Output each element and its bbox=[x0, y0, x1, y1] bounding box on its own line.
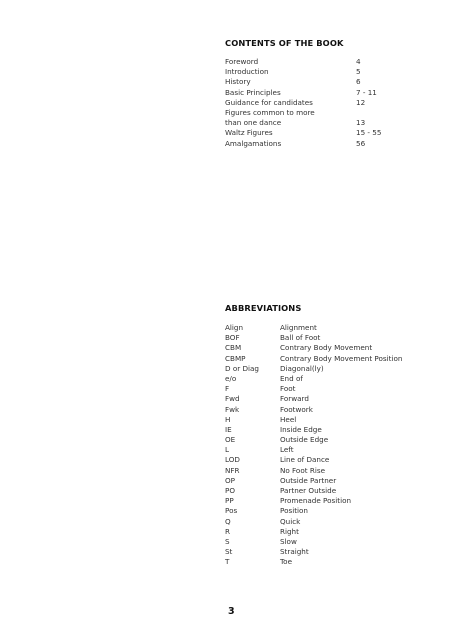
abbreviation-entry bbox=[225, 323, 425, 333]
contents-entry-label: Introduction bbox=[225, 67, 269, 77]
abbreviation-term: NFR bbox=[225, 465, 240, 475]
abbreviation-entry bbox=[225, 486, 425, 496]
abbreviation-term: PO bbox=[225, 486, 235, 495]
abbreviation-meaning: Position bbox=[280, 506, 308, 516]
contents-entry-label: Amalgamations bbox=[225, 138, 282, 148]
abbreviation-entry bbox=[225, 343, 425, 353]
abbreviation-meaning: No Foot Rise bbox=[280, 465, 325, 475]
abbreviation-meaning: Heel bbox=[280, 414, 297, 424]
abbreviation-entry bbox=[225, 394, 425, 404]
contents-entry bbox=[225, 118, 415, 128]
contents-entry-page: 7 - 11 bbox=[356, 87, 377, 97]
contents-entry-page: 13 bbox=[356, 118, 366, 128]
abbreviation-term: CBM bbox=[225, 343, 242, 353]
abbreviation-entry bbox=[225, 476, 425, 486]
abbreviation-term: Fwd bbox=[225, 394, 240, 404]
contents-entry bbox=[225, 128, 415, 138]
abbreviation-term: S bbox=[225, 536, 230, 546]
contents-entry bbox=[225, 108, 415, 118]
contents-entry-page: 56 bbox=[356, 138, 366, 148]
abbreviation-entry bbox=[225, 455, 425, 465]
contents-entry bbox=[225, 139, 415, 149]
abbreviation-term: OP bbox=[225, 475, 235, 485]
abbreviation-meaning: Quick bbox=[280, 516, 301, 526]
contents-entry bbox=[225, 77, 415, 87]
contents-heading: CONTENTS OF THE BOOK bbox=[225, 38, 344, 48]
abbreviation-meaning: Promenade Position bbox=[280, 496, 352, 506]
abbreviation-entry bbox=[225, 506, 425, 516]
abbreviation-meaning: Diagonal(ly) bbox=[280, 363, 324, 373]
abbreviation-term: L bbox=[225, 445, 230, 455]
abbreviation-term: T bbox=[225, 557, 230, 567]
abbreviation-meaning: Footwork bbox=[280, 404, 313, 414]
contents-entry bbox=[225, 67, 415, 77]
abbreviation-entry bbox=[225, 415, 425, 425]
abbreviation-meaning: Line of Dance bbox=[280, 455, 330, 465]
abbreviation-meaning: Forward bbox=[280, 394, 309, 404]
abbreviation-term: CBMP bbox=[225, 353, 246, 363]
abbreviation-entry bbox=[225, 557, 425, 567]
abbreviation-meaning: Toe bbox=[280, 557, 292, 567]
abbreviation-meaning: Straight bbox=[280, 547, 309, 557]
abbreviation-meaning: Contrary Body Movement Position bbox=[280, 353, 403, 363]
abbreviation-entry bbox=[225, 435, 425, 445]
abbreviation-entry bbox=[225, 364, 425, 374]
contents-entry bbox=[225, 57, 415, 67]
contents-entry-label: Waltz Figures bbox=[225, 128, 273, 138]
contents-entry-label: Guidance for candidates bbox=[225, 97, 313, 107]
contents-entry bbox=[225, 88, 415, 98]
abbreviation-entry bbox=[225, 537, 425, 547]
abbreviation-term: H bbox=[225, 414, 231, 424]
abbreviation-meaning: Alignment bbox=[280, 323, 317, 332]
contents-entry-page: 12 bbox=[356, 97, 366, 107]
abbreviation-term: Q bbox=[225, 516, 231, 526]
abbreviation-meaning: Left bbox=[280, 445, 294, 455]
contents-entry-label: Basic Principles bbox=[225, 87, 281, 97]
abbreviation-meaning: Partner Outside bbox=[280, 486, 337, 495]
abbreviation-entry bbox=[225, 466, 425, 476]
abbreviation-term: Pos bbox=[225, 506, 238, 516]
contents-entry-page: 4 bbox=[356, 57, 361, 66]
abbreviation-term: St bbox=[225, 547, 233, 557]
abbreviation-entry bbox=[225, 517, 425, 527]
abbreviation-entry bbox=[225, 333, 425, 343]
abbreviation-entry bbox=[225, 496, 425, 506]
abbreviation-entry bbox=[225, 384, 425, 394]
contents-entry-label: Figures common to more bbox=[225, 107, 315, 117]
abbreviation-term: PP bbox=[225, 496, 234, 506]
contents-entry-page: 6 bbox=[356, 77, 361, 87]
abbreviation-meaning: Outside Partner bbox=[280, 475, 337, 485]
abbreviation-meaning: Foot bbox=[280, 384, 296, 394]
contents-entry-page: 5 bbox=[356, 67, 361, 77]
page-number: 3 bbox=[228, 606, 235, 617]
abbreviation-entry bbox=[225, 374, 425, 384]
contents-entry bbox=[225, 98, 415, 108]
abbreviation-entry bbox=[225, 425, 425, 435]
abbreviation-meaning: Outside Edge bbox=[280, 435, 329, 445]
abbreviation-term: R bbox=[225, 526, 230, 536]
abbreviation-meaning: Contrary Body Movement bbox=[280, 343, 373, 353]
contents-list bbox=[225, 57, 415, 149]
abbreviation-entry bbox=[225, 547, 425, 557]
abbreviation-term: e/o bbox=[225, 373, 237, 383]
abbreviation-term: D or Diag bbox=[225, 363, 259, 373]
abbreviation-meaning: Right bbox=[280, 526, 299, 536]
abbreviation-term: Fwk bbox=[225, 404, 240, 414]
abbreviation-term: BOF bbox=[225, 333, 240, 343]
abbreviation-entry bbox=[225, 527, 425, 537]
abbreviation-term: Align bbox=[225, 323, 244, 332]
abbreviation-term: OE bbox=[225, 435, 236, 445]
abbreviation-meaning: Inside Edge bbox=[280, 424, 322, 434]
abbreviation-term: IE bbox=[225, 424, 232, 434]
abbreviation-entry bbox=[225, 445, 425, 455]
abbreviation-term: LOD bbox=[225, 455, 240, 465]
abbreviation-entry bbox=[225, 354, 425, 364]
abbreviation-term: F bbox=[225, 384, 230, 394]
abbreviation-meaning: Slow bbox=[280, 536, 297, 546]
abbreviations-list bbox=[225, 323, 425, 568]
abbreviation-meaning: End of bbox=[280, 373, 303, 383]
contents-entry-label: than one dance bbox=[225, 118, 282, 128]
contents-entry-label: Foreword bbox=[225, 57, 259, 66]
abbreviation-entry bbox=[225, 405, 425, 415]
contents-entry-page: 15 - 55 bbox=[356, 128, 382, 138]
contents-entry-label: History bbox=[225, 77, 251, 87]
abbreviation-meaning: Ball of Foot bbox=[280, 333, 321, 343]
abbreviations-heading: ABBREVIATIONS bbox=[225, 303, 302, 313]
